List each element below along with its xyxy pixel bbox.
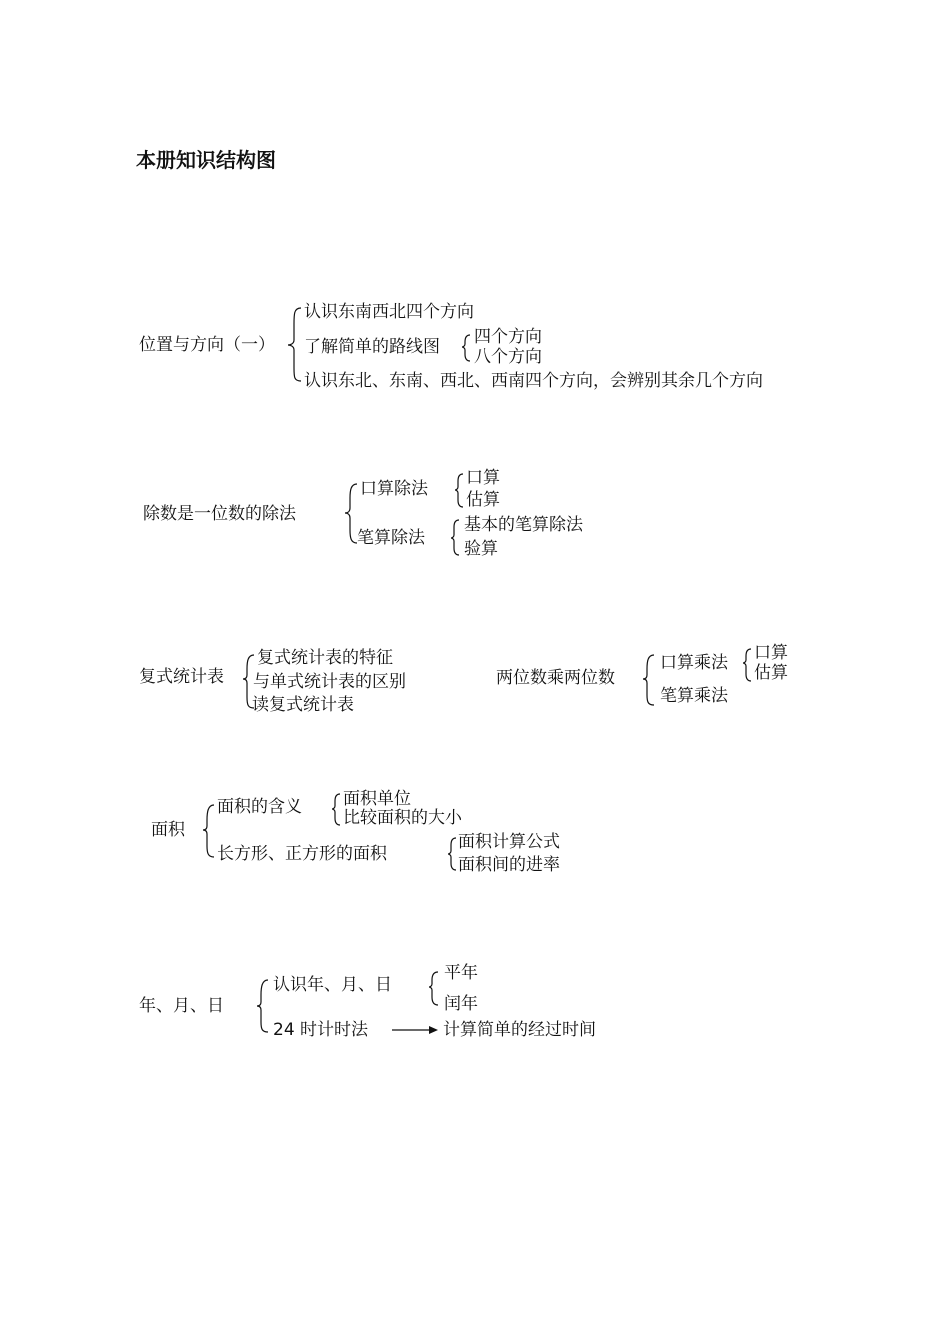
node-area-branch1: 面积的含义 (217, 797, 302, 817)
brace-multiplication-oral (743, 649, 751, 681)
node-area-branch2: 长方形、正方形的面积 (217, 844, 387, 864)
node-area-root: 面积 (151, 820, 185, 840)
node-position-item2-sub2: 八个方向 (474, 347, 542, 367)
node-statistics-item3: 读复式统计表 (252, 695, 354, 715)
node-calendar-root: 年、月、日 (139, 996, 224, 1016)
brace-division-written (451, 520, 459, 555)
brace-division-oral (455, 474, 463, 507)
node-multiplication-branch1-sub1: 口算 (754, 643, 788, 663)
node-division-branch2-sub1: 基本的笔算除法 (464, 515, 583, 535)
brace-area-rect (448, 838, 456, 870)
brace-calendar-year (429, 972, 438, 1005)
node-division-branch1: 口算除法 (360, 479, 428, 499)
brace-area-main (203, 805, 214, 857)
node-multiplication-branch1: 口算乘法 (660, 653, 728, 673)
brace-position-main (288, 308, 301, 381)
node-division-branch1-sub2: 估算 (466, 490, 500, 510)
node-calendar-branch2: 24 时计时法 (273, 1020, 369, 1040)
node-position-item2-sub1: 四个方向 (474, 327, 542, 347)
brace-multiplication-main (643, 655, 654, 705)
node-position-item1: 认识东南西北四个方向 (304, 302, 474, 322)
node-multiplication-branch1-sub2: 估算 (754, 663, 788, 683)
node-position-item3: 认识东北、东南、西北、西南四个方向，会辨别其余几个方向 (304, 371, 763, 391)
node-statistics-item1: 复式统计表的特征 (257, 648, 393, 668)
node-multiplication-root: 两位数乘两位数 (496, 668, 615, 688)
arrow-head (429, 1026, 438, 1034)
node-division-root: 除数是一位数的除法 (143, 504, 296, 524)
node-position-root: 位置与方向（一） (139, 335, 275, 355)
brace-position-route (462, 335, 470, 361)
node-division-branch2-sub2: 验算 (464, 539, 498, 559)
brace-area-meaning (332, 794, 340, 825)
brace-division-main (345, 484, 357, 543)
node-statistics-root: 复式统计表 (139, 667, 224, 687)
node-area-branch1-sub1: 面积单位 (343, 789, 411, 809)
page-title: 本册知识结构图 (136, 148, 276, 172)
node-statistics-item2: 与单式统计表的区别 (253, 672, 406, 692)
node-calendar-branch1-sub1: 平年 (444, 963, 478, 983)
brace-calendar-main (257, 980, 268, 1032)
node-division-branch1-sub1: 口算 (466, 468, 500, 488)
node-area-branch2-sub2: 面积间的进率 (458, 855, 560, 875)
node-multiplication-branch2: 笔算乘法 (660, 686, 728, 706)
node-area-branch2-sub1: 面积计算公式 (458, 832, 560, 852)
node-calendar-branch1: 认识年、月、日 (273, 975, 392, 995)
node-calendar-branch2-result: 计算简单的经过时间 (443, 1020, 596, 1040)
node-area-branch1-sub2: 比较面积的大小 (343, 808, 462, 828)
node-calendar-branch1-sub2: 闰年 (444, 994, 478, 1014)
node-position-item2: 了解简单的路线图 (304, 337, 440, 357)
node-division-branch2: 笔算除法 (357, 528, 425, 548)
